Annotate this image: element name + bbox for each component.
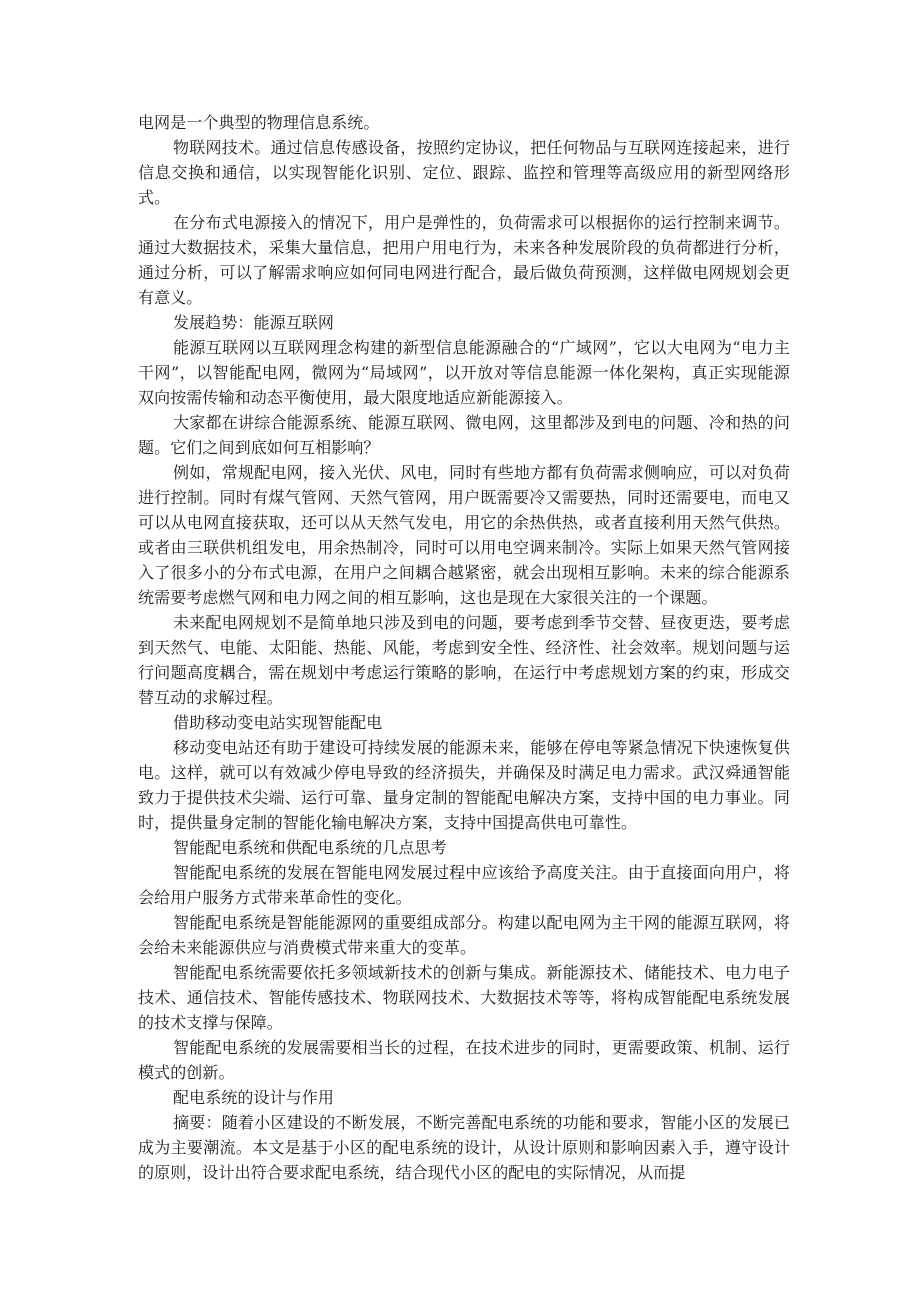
section-heading-energy-internet: 发展趋势：能源互联网 <box>173 313 335 332</box>
paragraph-smart-distribution-2: 智能配电系统是智能能源网的重要组成部分。构建以配电网为主干网的能源互联网，将会给未来能源供应与消费模式带来重大的变革。 <box>138 913 790 957</box>
paragraph-future-planning: 未来配电网规划不是简单地只涉及到电的问题，要考虑到季节交替、昼夜更迭，要考虑到天然气、电能、太阳能、热能、风能，考虑到安全性、经济性、社会效率。规划问题与运行问题高度耦合，需在规划中考虑运行策略的影响，在运行中考虑规划方案的约束，形成交替互动的求解过程。 <box>138 613 790 707</box>
section-heading-distribution-design: 配电系统的设计与作用 <box>173 1088 335 1107</box>
section-heading-mobile-substation: 借助移动变电站实现智能配电 <box>173 713 383 732</box>
document-body <box>138 110 790 1185</box>
paragraph-smart-distribution-1: 智能配电系统的发展在智能电网发展过程中应该给予高度关注。由于直接面向用户，将会给用户服务方式带来革命性的变化。 <box>138 863 790 907</box>
paragraph-abstract: 摘要：随着小区建设的不断发展，不断完善配电系统的功能和要求，智能小区的发展已成为主要潮流。本文是基于小区的配电系统的设计，从设计原则和影响因素入手，遵守设计的原则，设计出符合要求配电系统，结合现代小区的配电的实际情况，从而提 <box>138 1113 790 1182</box>
paragraph-smart-distribution-3: 智能配电系统需要依托多领域新技术的创新与集成。新能源技术、储能技术、电力电子技术、通信技术、智能传感技术、物联网技术、大数据技术等等，将构成智能配电系统发展的技术支撑与保障。 <box>138 963 790 1032</box>
paragraph-example-distribution: 例如，常规配电网，接入光伏、风电，同时有些地方都有负荷需求侧响应，可以对负荷进行控制。同时有煤气管网、天然气管网，用户既需要冷又需要热，同时还需要电，而电又可以从电网直接获取，还可以从天然气发电，用它的余热供热，或者直接利用天然气供热。或者由三联供机组发电，用余热制冷，同时可以用电空调来制冷。实际上如果天然气管网接入了很多小的分布式电源，在用户之间耦合越紧密，就会出现相互影响。未来的综合能源系统需要考虑燃气网和电力网之间的相互影响，这也是现在大家很关注的一个课题。 <box>138 463 790 607</box>
paragraph-mobile-substation: 移动变电站还有助于建设可持续发展的能源未来，能够在停电等紧急情况下快速恢复供电。这样，就可以有效减少停电导致的经济损失，并确保及时满足电力需求。武汉舜通智能致力于提供技术尖端、运行可靠、量身定制的智能配电解决方案，支持中国的电力事业。同时，提供量身定制的智能化输电解决方案，支持中国提高供电可靠性。 <box>138 738 790 832</box>
paragraph-continued: 电网是一个典型的物理信息系统。 <box>138 113 380 132</box>
paragraph-distributed-power: 在分布式电源接入的情况下，用户是弹性的，负荷需求可以根据你的运行控制来调节。通过大数据技术，采集大量信息，把用户用电行为，未来各种发展阶段的负荷都进行分析，通过分析，可以了解需求响应如何同电网进行配合，最后做负荷预测，这样做电网规划会更有意义。 <box>138 213 790 307</box>
paragraph-integrated-energy: 大家都在讲综合能源系统、能源互联网、微电网，这里都涉及到电的问题、冷和热的问题。它们之间到底如何互相影响？ <box>138 413 790 457</box>
paragraph-energy-internet: 能源互联网以互联网理念构建的新型信息能源融合的“广域网”，它以大电网为“电力主干网”，以智能配电网，微网为“局域网”，以开放对等信息能源一体化架构，真正实现能源双向按需传输和动态平衡使用，最大限度地适应新能源接入。 <box>138 338 790 407</box>
paragraph-iot-technology: 物联网技术。通过信息传感设备，按照约定协议，把任何物品与互联网连接起来，进行信息交换和通信，以实现智能化识别、定位、跟踪、监控和管理等高级应用的新型网络形式。 <box>138 138 790 207</box>
paragraph-smart-distribution-4: 智能配电系统的发展需要相当长的过程，在技术进步的同时，更需要政策、机制、运行模式的创新。 <box>138 1038 790 1082</box>
section-heading-smart-distribution-thoughts: 智能配电系统和供配电系统的几点思考 <box>173 838 447 857</box>
